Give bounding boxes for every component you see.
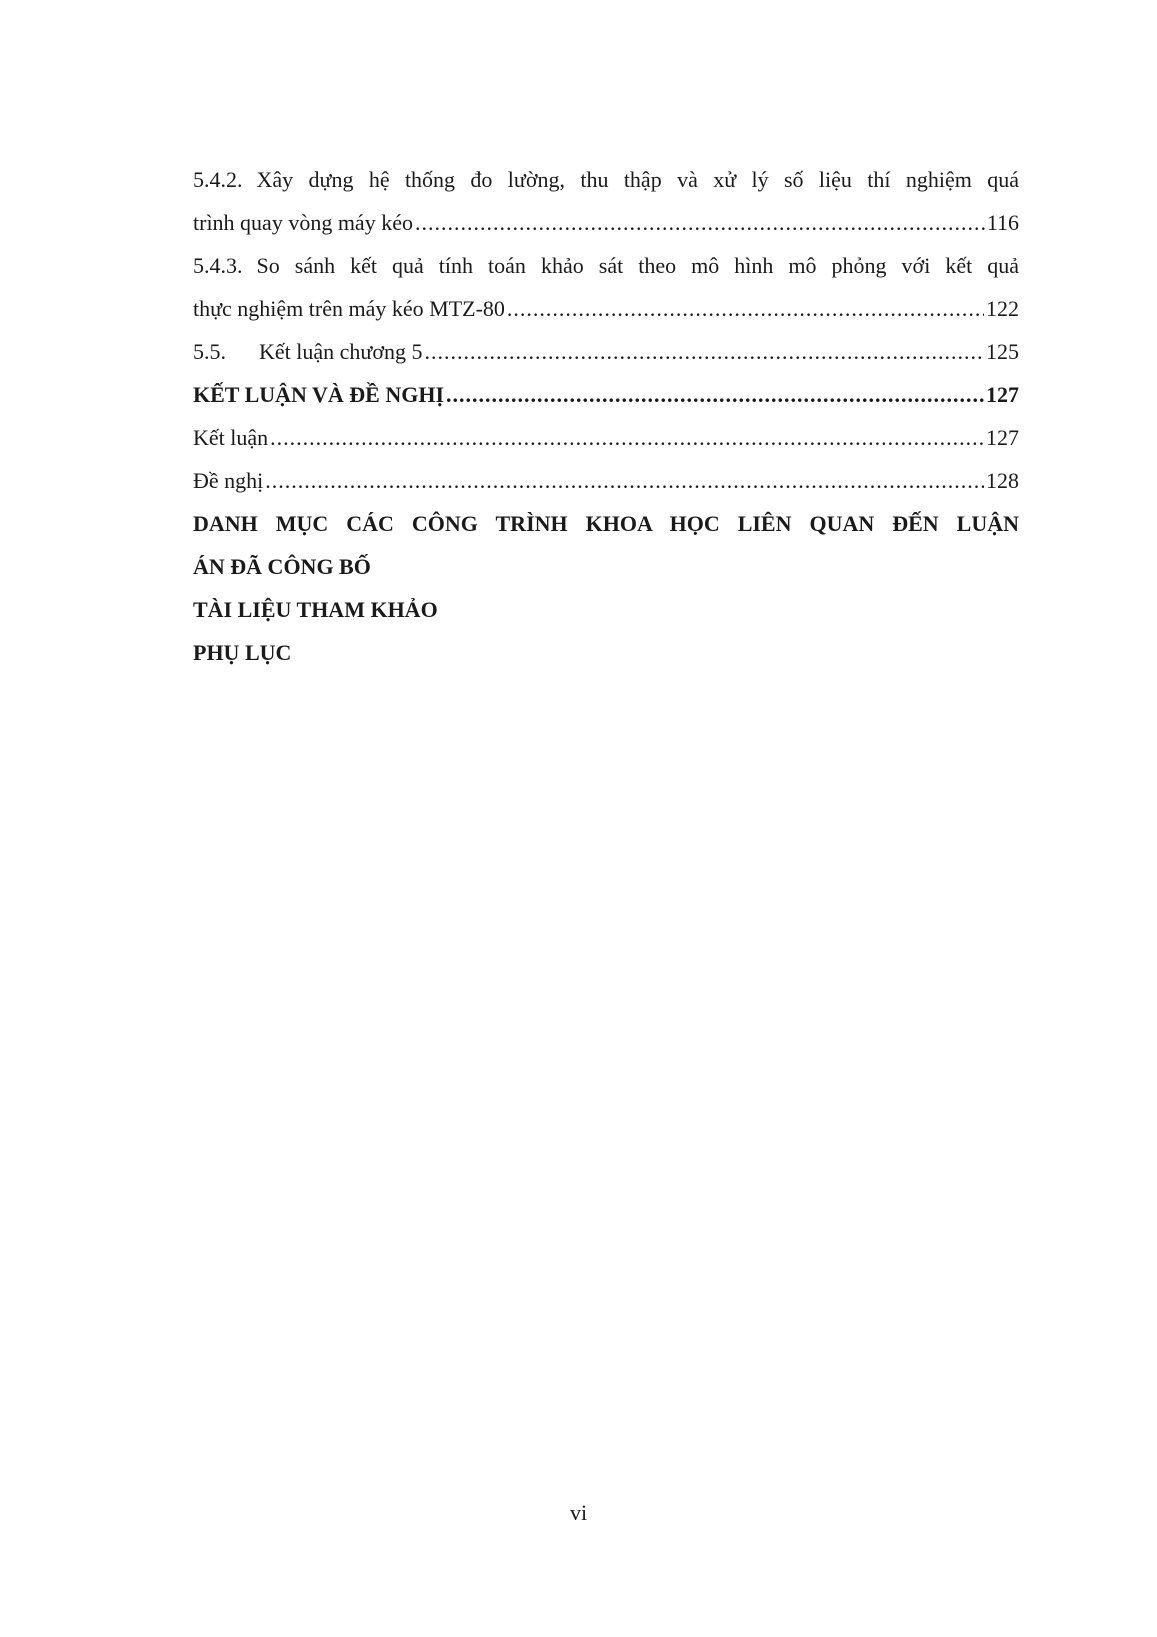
- toc-entry-5-4-2-line2[interactable]: [193, 201, 1019, 244]
- toc-entry-number: 5.4.3.: [193, 253, 243, 278]
- justified-text: So sánh kết quả tính toán khảo sát theo mô hình mô phỏng với kết quả: [256, 253, 1019, 278]
- toc-entry-recommendation[interactable]: [193, 459, 1019, 502]
- toc-entry-5-5[interactable]: [193, 330, 1019, 373]
- toc-entry-conclusion[interactable]: [193, 416, 1019, 459]
- toc-entry-publications-line1[interactable]: [193, 502, 1019, 545]
- page-number-footer: [0, 1500, 1157, 1526]
- toc-entry-references[interactable]: [193, 588, 1019, 631]
- toc-entry-5-4-3-line2[interactable]: [193, 287, 1019, 330]
- toc-entry-5-4-3-line1: [193, 244, 1019, 287]
- toc-entry-title: Kết luận: [193, 425, 269, 450]
- dot-leader: [270, 416, 984, 459]
- toc-entry-title: PHỤ LỤC: [193, 640, 292, 665]
- toc-entry-number: 5.4.2.: [193, 167, 243, 192]
- toc-entry-title: DANH MỤC CÁC CÔNG TRÌNH KHOA HỌC LIÊN QUAN ĐẾN LUẬN: [193, 511, 1019, 536]
- toc-entry-title: Kết luận chương 5: [259, 339, 423, 364]
- toc-entry-conclusion-heading[interactable]: [193, 373, 1019, 416]
- toc-entry-appendix[interactable]: [193, 631, 1019, 674]
- toc-entry-title: ÁN ĐÃ CÔNG BỐ: [193, 554, 371, 579]
- toc-page-number: 128: [986, 468, 1019, 493]
- dot-leader: [507, 287, 984, 330]
- toc-page-number: 116: [986, 210, 1019, 235]
- toc-page-number: 122: [986, 296, 1019, 321]
- toc-entry-number: 5.5.: [193, 339, 226, 364]
- page-number: vi: [569, 1500, 588, 1525]
- dot-leader: [446, 373, 984, 416]
- justified-text: Xây dựng hệ thống đo lường, thu thập và xử lý số liệu thí nghiệm quá: [256, 167, 1019, 192]
- toc-entry-5-4-2-line1: [193, 158, 1019, 201]
- dot-leader: [424, 330, 984, 373]
- toc-entry-title: KẾT LUẬN VÀ ĐỀ NGHỊ: [193, 382, 445, 407]
- toc-entry-title: trình quay vòng máy kéo: [193, 210, 413, 235]
- toc-entry-title: TÀI LIỆU THAM KHẢO: [193, 597, 438, 622]
- toc-entry-title: thực nghiệm trên máy kéo MTZ-80: [193, 296, 505, 321]
- dot-leader: [265, 459, 984, 502]
- toc-entry-title: Đề nghị: [193, 468, 264, 493]
- toc-page-number: 127: [986, 425, 1019, 450]
- toc-page-number: 125: [986, 339, 1019, 364]
- toc-entry-publications-line2[interactable]: [193, 545, 1019, 588]
- dot-leader: [415, 201, 985, 244]
- table-of-contents: [193, 158, 1019, 674]
- toc-page-number: 127: [986, 382, 1019, 407]
